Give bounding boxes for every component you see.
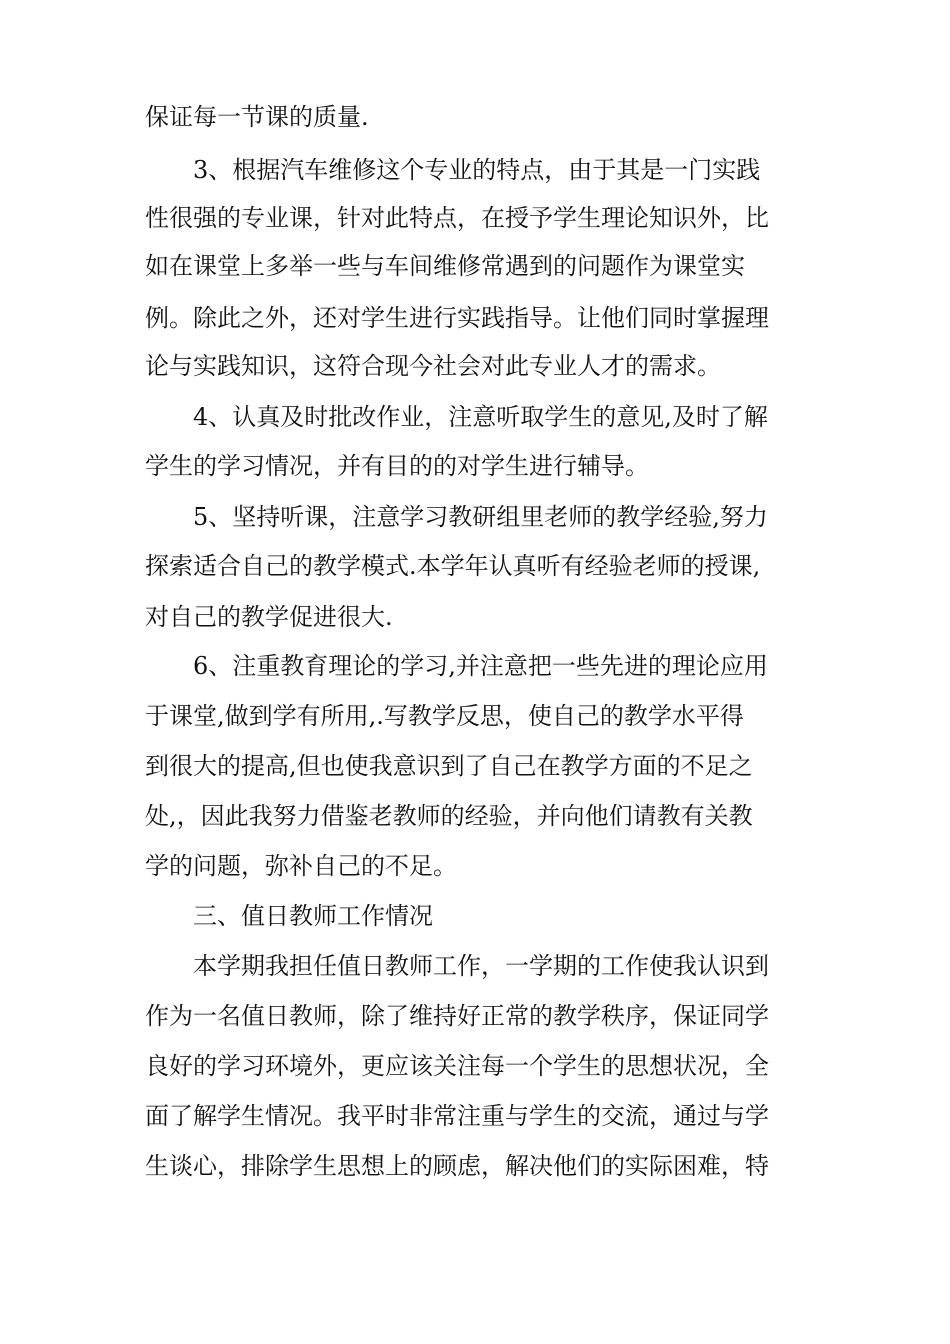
text-line: 面了解学生情况。我平时非常注重与学生的交流，通过与学 [145,1102,769,1130]
text-line: 对自己的教学促进很大. [145,603,393,631]
text-line: 学生的学习情况，并有目的的对学生进行辅导。 [145,452,649,480]
text-line: 5、坚持听课，注意学习教研组里老师的教学经验,努力 [193,503,768,531]
text-line: 于课堂,做到学有所用,.写教学反思，使自己的教学水平得 [145,702,744,730]
text-line: 作为一名值日教师，除了维持好正常的教学秩序，保证同学 [145,1002,769,1030]
text-line: 6、注重教育理论的学习,并注意把一些先进的理论应用 [193,652,768,680]
text-line: 性很强的专业课，针对此特点，在授予学生理论知识外，比 [145,204,769,232]
text-line: 例。除此之外，还对学生进行实践指导。让他们同时掌握理 [145,304,769,332]
text-line: 4、认真及时批改作业，注意听取学生的意见,及时了解 [193,403,768,431]
text-line: 良好的学习环境外，更应该关注每一个学生的思想状况，全 [145,1052,769,1080]
text-line: 如在课堂上多举一些与车间维修常遇到的问题作为课堂实 [145,252,745,280]
text-line: 学的问题，弥补自己的不足。 [145,852,457,880]
text-line: 探索适合自己的教学模式.本学年认真听有经验老师的授课, [145,552,761,580]
text-line: 本学期我担任值日教师工作，一学期的工作使我认识到 [193,952,769,980]
text-line: 到很大的提高,但也使我意识到了自己在教学方面的不足之 [145,752,753,780]
text-line: 论与实践知识，这符合现今社会对此专业人才的需求。 [145,352,721,380]
text-line: 处,，因此我努力借鉴老教师的经验，并向他们请教有关教 [145,802,753,830]
text-line: 保证每一节课的质量. [145,103,369,131]
text-line: 3、根据汽车维修这个专业的特点，由于其是一门实践 [193,156,761,184]
text-line: 生谈心，排除学生思想上的顾虑，解决他们的实际困难，特 [145,1152,769,1180]
section-heading: 三、值日教师工作情况 [193,902,433,930]
